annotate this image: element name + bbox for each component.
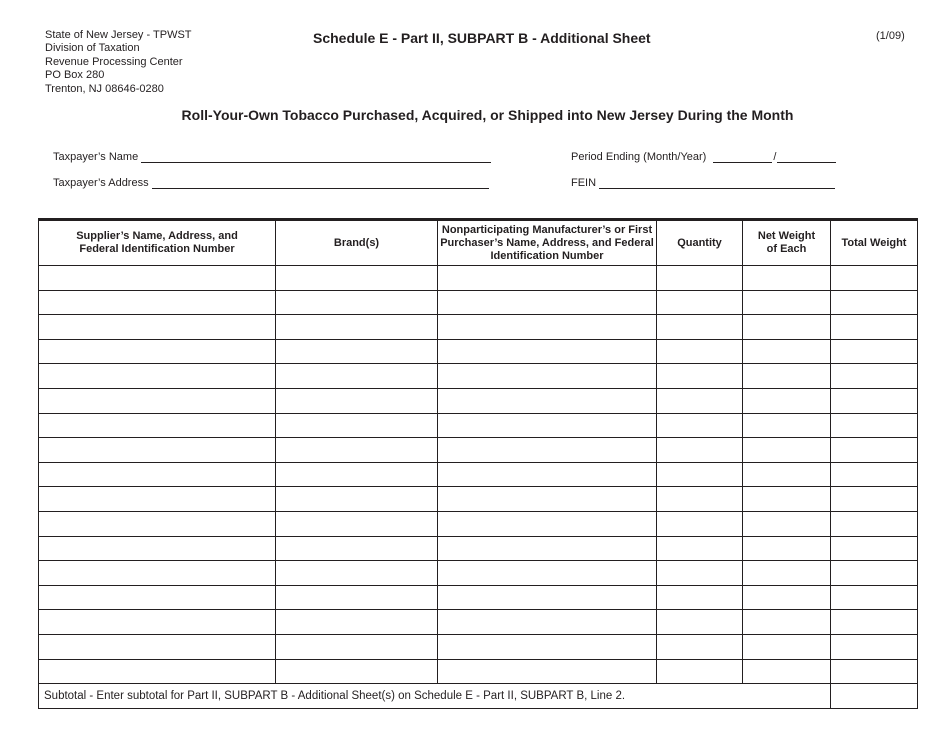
table-row <box>39 462 918 487</box>
supplier-cell[interactable] <box>39 487 276 512</box>
table-row <box>39 413 918 438</box>
form-title: Schedule E - Part II, SUBPART B - Additional Sheet <box>313 30 651 46</box>
table-row <box>39 339 918 364</box>
manufacturer-cell[interactable] <box>438 413 657 438</box>
quantity-cell[interactable] <box>657 413 743 438</box>
supplier-cell[interactable] <box>39 659 276 684</box>
quantity-cell[interactable] <box>657 462 743 487</box>
net-weight-cell[interactable] <box>743 634 831 659</box>
period-year-field[interactable] <box>777 150 836 163</box>
quantity-cell[interactable] <box>657 388 743 413</box>
total-weight-cell[interactable] <box>831 339 918 364</box>
quantity-cell[interactable] <box>657 585 743 610</box>
fein-label: FEIN <box>571 177 597 189</box>
manufacturer-cell[interactable] <box>438 438 657 463</box>
manufacturer-cell[interactable] <box>438 290 657 315</box>
brands-cell[interactable] <box>276 634 438 659</box>
brands-cell[interactable] <box>276 511 438 536</box>
total-weight-cell[interactable] <box>831 659 918 684</box>
taxpayer-name-row <box>53 150 491 163</box>
table-row <box>39 438 918 463</box>
supplier-cell[interactable] <box>39 536 276 561</box>
quantity-cell[interactable] <box>657 536 743 561</box>
manufacturer-cell[interactable] <box>438 561 657 586</box>
agency-address-block <box>45 29 192 96</box>
table-row <box>39 315 918 340</box>
brands-cell[interactable] <box>276 487 438 512</box>
supplier-cell[interactable] <box>39 266 276 291</box>
brands-cell[interactable] <box>276 438 438 463</box>
net-weight-cell[interactable] <box>743 659 831 684</box>
net-weight-cell[interactable] <box>743 511 831 536</box>
header-quantity: Quantity <box>657 220 743 266</box>
brands-cell[interactable] <box>276 339 438 364</box>
table-row <box>39 290 918 315</box>
subtotal-total-weight-cell[interactable] <box>831 684 918 709</box>
net-weight-cell[interactable] <box>743 388 831 413</box>
net-weight-cell[interactable] <box>743 536 831 561</box>
total-weight-cell[interactable] <box>831 634 918 659</box>
manufacturer-cell[interactable] <box>438 388 657 413</box>
quantity-cell[interactable] <box>657 315 743 340</box>
header-manufacturer: Nonparticipating Manufacturer’s or First Purchaser’s Name, Address, and Federal Identification Number <box>438 220 657 266</box>
taxpayer-address-field[interactable] <box>152 176 489 189</box>
brands-cell[interactable] <box>276 462 438 487</box>
total-weight-cell[interactable] <box>831 511 918 536</box>
table-row <box>39 364 918 389</box>
table-row <box>39 266 918 291</box>
manufacturer-cell[interactable] <box>438 462 657 487</box>
quantity-cell[interactable] <box>657 610 743 635</box>
brands-cell[interactable] <box>276 536 438 561</box>
net-weight-cell[interactable] <box>743 413 831 438</box>
net-weight-cell[interactable] <box>743 462 831 487</box>
manufacturer-cell[interactable] <box>438 487 657 512</box>
agency-line: Revenue Processing Center <box>45 55 183 68</box>
quantity-cell[interactable] <box>657 634 743 659</box>
net-weight-cell[interactable] <box>743 315 831 340</box>
table-body <box>39 266 918 709</box>
net-weight-cell[interactable] <box>743 339 831 364</box>
period-month-field[interactable] <box>713 150 772 163</box>
revision-date: (1/09) <box>876 30 905 42</box>
quantity-cell[interactable] <box>657 438 743 463</box>
manufacturer-cell[interactable] <box>438 266 657 291</box>
fein-field[interactable] <box>599 176 835 189</box>
table-row <box>39 585 918 610</box>
total-weight-cell[interactable] <box>831 536 918 561</box>
brands-cell[interactable] <box>276 585 438 610</box>
period-ending-row <box>571 150 836 163</box>
taxpayer-address-row <box>53 176 489 189</box>
net-weight-cell[interactable] <box>743 610 831 635</box>
brands-cell[interactable] <box>276 659 438 684</box>
taxpayer-name-label: Taxpayer’s Name <box>53 151 139 163</box>
form-subtitle: Roll-Your-Own Tobacco Purchased, Acquired, or Shipped into New Jersey During the Month <box>181 107 794 123</box>
table-row <box>39 561 918 586</box>
supplier-cell[interactable] <box>39 634 276 659</box>
supplier-cell[interactable] <box>39 462 276 487</box>
header-supplier: Supplier’s Name, Address, and Federal Identification Number <box>39 220 276 266</box>
agency-line: Division of Taxation <box>45 42 140 55</box>
manufacturer-cell[interactable] <box>438 659 657 684</box>
total-weight-cell[interactable] <box>831 413 918 438</box>
period-separator: / <box>773 151 777 163</box>
supplier-cell[interactable] <box>39 438 276 463</box>
subtotal-label: Subtotal - Enter subtotal for Part II, SUBPART B - Additional Sheet(s) on Schedule E - Part II, SUBPART B, Line 2. <box>39 684 831 709</box>
table-row <box>39 511 918 536</box>
total-weight-cell[interactable] <box>831 290 918 315</box>
table-row <box>39 659 918 684</box>
brands-cell[interactable] <box>276 388 438 413</box>
quantity-cell[interactable] <box>657 659 743 684</box>
net-weight-cell[interactable] <box>743 585 831 610</box>
total-weight-cell[interactable] <box>831 315 918 340</box>
quantity-cell[interactable] <box>657 266 743 291</box>
supplier-cell[interactable] <box>39 585 276 610</box>
header-net-weight: Net Weight of Each <box>743 220 831 266</box>
supplier-cell[interactable] <box>39 388 276 413</box>
net-weight-cell[interactable] <box>743 487 831 512</box>
supplier-cell[interactable] <box>39 561 276 586</box>
manufacturer-cell[interactable] <box>438 364 657 389</box>
net-weight-cell[interactable] <box>743 290 831 315</box>
net-weight-cell[interactable] <box>743 561 831 586</box>
manufacturer-cell[interactable] <box>438 315 657 340</box>
brands-cell[interactable] <box>276 290 438 315</box>
schedule-table <box>38 218 918 709</box>
header-total-weight: Total Weight <box>831 220 918 266</box>
total-weight-cell[interactable] <box>831 462 918 487</box>
brands-cell[interactable] <box>276 266 438 291</box>
total-weight-cell[interactable] <box>831 438 918 463</box>
header-brands: Brand(s) <box>276 220 438 266</box>
net-weight-cell[interactable] <box>743 266 831 291</box>
table-row <box>39 634 918 659</box>
agency-line: PO Box 280 <box>45 69 105 82</box>
quantity-cell[interactable] <box>657 290 743 315</box>
manufacturer-cell[interactable] <box>438 610 657 635</box>
table-header-row <box>39 220 918 266</box>
manufacturer-cell[interactable] <box>438 634 657 659</box>
agency-line: State of New Jersey - TPWST <box>45 29 192 41</box>
total-weight-cell[interactable] <box>831 388 918 413</box>
supplier-cell[interactable] <box>39 339 276 364</box>
manufacturer-cell[interactable] <box>438 536 657 561</box>
brands-cell[interactable] <box>276 364 438 389</box>
agency-line: Trenton, NJ 08646-0280 <box>45 82 164 95</box>
period-ending-label: Period Ending (Month/Year) <box>571 151 707 163</box>
brands-cell[interactable] <box>276 561 438 586</box>
quantity-cell[interactable] <box>657 511 743 536</box>
manufacturer-cell[interactable] <box>438 339 657 364</box>
subtotal-row <box>39 684 918 709</box>
net-weight-cell[interactable] <box>743 438 831 463</box>
quantity-cell[interactable] <box>657 487 743 512</box>
total-weight-cell[interactable] <box>831 610 918 635</box>
supplier-cell[interactable] <box>39 364 276 389</box>
table-row <box>39 487 918 512</box>
manufacturer-cell[interactable] <box>438 511 657 536</box>
table-row <box>39 388 918 413</box>
supplier-cell[interactable] <box>39 511 276 536</box>
total-weight-cell[interactable] <box>831 585 918 610</box>
brands-cell[interactable] <box>276 315 438 340</box>
supplier-cell[interactable] <box>39 315 276 340</box>
total-weight-cell[interactable] <box>831 266 918 291</box>
supplier-cell[interactable] <box>39 290 276 315</box>
table-row <box>39 610 918 635</box>
taxpayer-name-field[interactable] <box>141 150 491 163</box>
brands-cell[interactable] <box>276 610 438 635</box>
net-weight-cell[interactable] <box>743 364 831 389</box>
supplier-cell[interactable] <box>39 413 276 438</box>
table-row <box>39 536 918 561</box>
taxpayer-address-label: Taxpayer’s Address <box>53 177 149 189</box>
total-weight-cell[interactable] <box>831 364 918 389</box>
quantity-cell[interactable] <box>657 364 743 389</box>
supplier-cell[interactable] <box>39 610 276 635</box>
fein-row <box>571 176 835 189</box>
manufacturer-cell[interactable] <box>438 585 657 610</box>
quantity-cell[interactable] <box>657 561 743 586</box>
quantity-cell[interactable] <box>657 339 743 364</box>
brands-cell[interactable] <box>276 413 438 438</box>
total-weight-cell[interactable] <box>831 487 918 512</box>
total-weight-cell[interactable] <box>831 561 918 586</box>
